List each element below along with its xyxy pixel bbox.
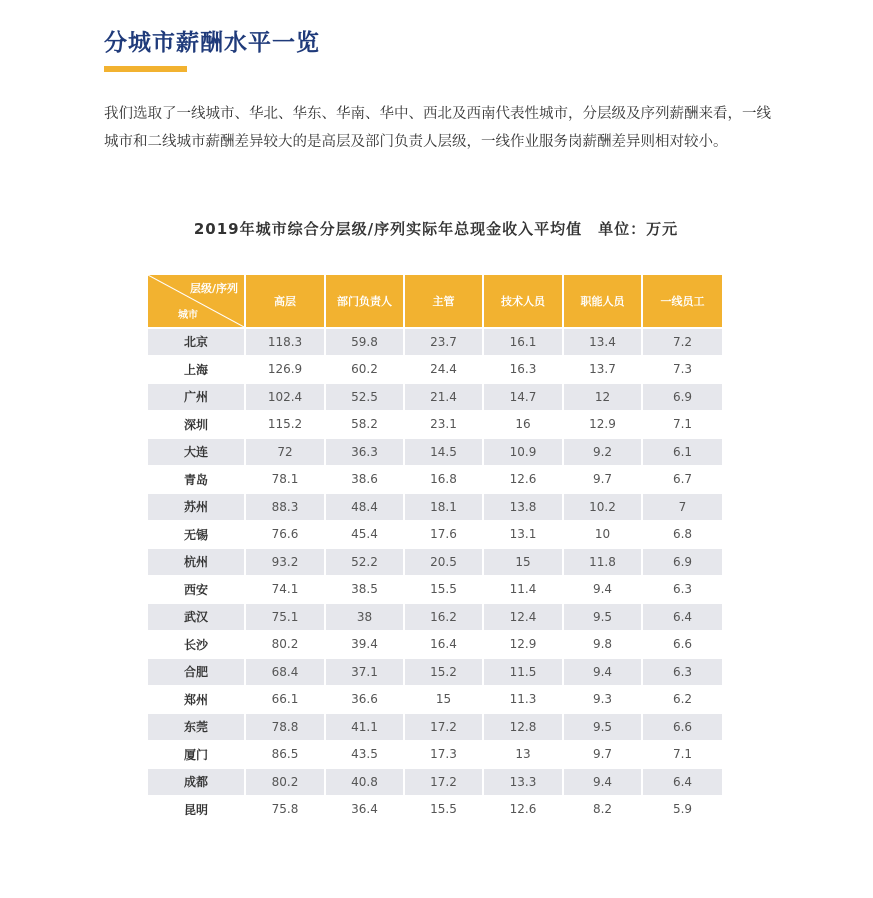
city-cell: 上海 bbox=[148, 356, 245, 384]
city-cell: 杭州 bbox=[148, 548, 245, 576]
value-cell: 6.3 bbox=[642, 658, 722, 686]
value-cell: 11.4 bbox=[483, 576, 563, 604]
city-cell: 合肥 bbox=[148, 658, 245, 686]
table-row bbox=[148, 686, 722, 714]
value-cell: 88.3 bbox=[245, 493, 325, 521]
value-cell: 15.5 bbox=[404, 576, 483, 604]
city-cell: 苏州 bbox=[148, 493, 245, 521]
value-cell: 6.6 bbox=[642, 631, 722, 659]
value-cell: 12.8 bbox=[483, 713, 563, 741]
value-cell: 52.2 bbox=[325, 548, 404, 576]
value-cell: 14.5 bbox=[404, 438, 483, 466]
value-cell: 9.7 bbox=[563, 741, 642, 769]
value-cell: 68.4 bbox=[245, 658, 325, 686]
value-cell: 17.3 bbox=[404, 741, 483, 769]
value-cell: 6.7 bbox=[642, 466, 722, 494]
city-cell: 无锡 bbox=[148, 521, 245, 549]
value-cell: 6.1 bbox=[642, 438, 722, 466]
value-cell: 13 bbox=[483, 741, 563, 769]
value-cell: 17.6 bbox=[404, 521, 483, 549]
value-cell: 102.4 bbox=[245, 383, 325, 411]
value-cell: 16.4 bbox=[404, 631, 483, 659]
value-cell: 6.9 bbox=[642, 548, 722, 576]
value-cell: 13.3 bbox=[483, 768, 563, 796]
city-cell: 大连 bbox=[148, 438, 245, 466]
value-cell: 37.1 bbox=[325, 658, 404, 686]
table-row bbox=[148, 603, 722, 631]
value-cell: 36.4 bbox=[325, 796, 404, 824]
table-row bbox=[148, 548, 722, 576]
value-cell: 6.9 bbox=[642, 383, 722, 411]
value-cell: 9.4 bbox=[563, 658, 642, 686]
value-cell: 24.4 bbox=[404, 356, 483, 384]
value-cell: 9.4 bbox=[563, 576, 642, 604]
corner-label-level: 层级/序列 bbox=[189, 282, 238, 295]
intro-paragraph: 我们选取了一线城市、华北、华东、华南、华中、西北及西南代表性城市，分层级及序列薪酬来看，一线城市和二线城市薪酬差异较大的是高层及部门负责人层级，一线作业服务岗薪酬差异则相对较小。 bbox=[104, 106, 771, 150]
value-cell: 9.5 bbox=[563, 713, 642, 741]
column-header: 一线员工 bbox=[642, 275, 722, 328]
table-row bbox=[148, 466, 722, 494]
value-cell: 6.2 bbox=[642, 686, 722, 714]
value-cell: 6.4 bbox=[642, 768, 722, 796]
value-cell: 23.1 bbox=[404, 411, 483, 439]
value-cell: 39.4 bbox=[325, 631, 404, 659]
city-cell: 北京 bbox=[148, 328, 245, 356]
city-cell: 长沙 bbox=[148, 631, 245, 659]
city-cell: 郑州 bbox=[148, 686, 245, 714]
section-title: 分城市薪酬水平一览 bbox=[104, 30, 320, 56]
table-row bbox=[148, 796, 722, 824]
city-cell: 青岛 bbox=[148, 466, 245, 494]
value-cell: 38.6 bbox=[325, 466, 404, 494]
value-cell: 10.2 bbox=[563, 493, 642, 521]
value-cell: 11.5 bbox=[483, 658, 563, 686]
value-cell: 5.9 bbox=[642, 796, 722, 824]
value-cell: 16.3 bbox=[483, 356, 563, 384]
value-cell: 7.2 bbox=[642, 328, 722, 356]
value-cell: 11.8 bbox=[563, 548, 642, 576]
column-header: 技术人员 bbox=[483, 275, 563, 328]
table-row bbox=[148, 713, 722, 741]
value-cell: 6.3 bbox=[642, 576, 722, 604]
table-row bbox=[148, 328, 722, 356]
corner-label-city: 城市 bbox=[178, 310, 198, 321]
value-cell: 16.1 bbox=[483, 328, 563, 356]
value-cell: 80.2 bbox=[245, 631, 325, 659]
value-cell: 75.1 bbox=[245, 603, 325, 631]
city-cell: 深圳 bbox=[148, 411, 245, 439]
table-row bbox=[148, 438, 722, 466]
value-cell: 16.8 bbox=[404, 466, 483, 494]
value-cell: 9.7 bbox=[563, 466, 642, 494]
value-cell: 6.4 bbox=[642, 603, 722, 631]
city-cell: 昆明 bbox=[148, 796, 245, 824]
value-cell: 13.8 bbox=[483, 493, 563, 521]
value-cell: 15.2 bbox=[404, 658, 483, 686]
value-cell: 80.2 bbox=[245, 768, 325, 796]
city-cell: 武汉 bbox=[148, 603, 245, 631]
value-cell: 93.2 bbox=[245, 548, 325, 576]
city-cell: 厦门 bbox=[148, 741, 245, 769]
value-cell: 15 bbox=[483, 548, 563, 576]
table-row bbox=[148, 521, 722, 549]
table-header-row bbox=[148, 275, 722, 328]
value-cell: 12 bbox=[563, 383, 642, 411]
city-cell: 西安 bbox=[148, 576, 245, 604]
value-cell: 60.2 bbox=[325, 356, 404, 384]
value-cell: 16 bbox=[483, 411, 563, 439]
value-cell: 9.2 bbox=[563, 438, 642, 466]
value-cell: 12.6 bbox=[483, 466, 563, 494]
value-cell: 58.2 bbox=[325, 411, 404, 439]
value-cell: 12.9 bbox=[563, 411, 642, 439]
value-cell: 14.7 bbox=[483, 383, 563, 411]
value-cell: 15 bbox=[404, 686, 483, 714]
city-cell: 广州 bbox=[148, 383, 245, 411]
value-cell: 7.1 bbox=[642, 741, 722, 769]
table-row bbox=[148, 658, 722, 686]
value-cell: 66.1 bbox=[245, 686, 325, 714]
value-cell: 13.1 bbox=[483, 521, 563, 549]
value-cell: 17.2 bbox=[404, 768, 483, 796]
value-cell: 10.9 bbox=[483, 438, 563, 466]
value-cell: 45.4 bbox=[325, 521, 404, 549]
column-header: 职能人员 bbox=[563, 275, 642, 328]
column-header: 部门负责人 bbox=[325, 275, 404, 328]
table-row bbox=[148, 356, 722, 384]
value-cell: 41.1 bbox=[325, 713, 404, 741]
table-row bbox=[148, 383, 722, 411]
table-row bbox=[148, 493, 722, 521]
value-cell: 9.4 bbox=[563, 768, 642, 796]
table-row bbox=[148, 576, 722, 604]
value-cell: 36.6 bbox=[325, 686, 404, 714]
value-cell: 43.5 bbox=[325, 741, 404, 769]
city-cell: 成都 bbox=[148, 768, 245, 796]
value-cell: 23.7 bbox=[404, 328, 483, 356]
value-cell: 12.4 bbox=[483, 603, 563, 631]
value-cell: 52.5 bbox=[325, 383, 404, 411]
value-cell: 11.3 bbox=[483, 686, 563, 714]
value-cell: 126.9 bbox=[245, 356, 325, 384]
value-cell: 13.4 bbox=[563, 328, 642, 356]
salary-table bbox=[148, 275, 722, 824]
value-cell: 76.6 bbox=[245, 521, 325, 549]
table-row bbox=[148, 631, 722, 659]
value-cell: 18.1 bbox=[404, 493, 483, 521]
value-cell: 8.2 bbox=[563, 796, 642, 824]
value-cell: 20.5 bbox=[404, 548, 483, 576]
value-cell: 40.8 bbox=[325, 768, 404, 796]
value-cell: 75.8 bbox=[245, 796, 325, 824]
column-header: 高层 bbox=[245, 275, 325, 328]
value-cell: 12.9 bbox=[483, 631, 563, 659]
value-cell: 7.3 bbox=[642, 356, 722, 384]
value-cell: 48.4 bbox=[325, 493, 404, 521]
value-cell: 74.1 bbox=[245, 576, 325, 604]
value-cell: 17.2 bbox=[404, 713, 483, 741]
corner-header-cell bbox=[148, 275, 245, 328]
value-cell: 38.5 bbox=[325, 576, 404, 604]
table-row bbox=[148, 411, 722, 439]
value-cell: 7 bbox=[642, 493, 722, 521]
value-cell: 7.1 bbox=[642, 411, 722, 439]
value-cell: 115.2 bbox=[245, 411, 325, 439]
title-underline bbox=[104, 66, 187, 72]
value-cell: 6.6 bbox=[642, 713, 722, 741]
table-caption: 2019年城市综合分层级/序列实际年总现金收入平均值 单位：万元 bbox=[193, 220, 679, 238]
value-cell: 86.5 bbox=[245, 741, 325, 769]
city-cell: 东莞 bbox=[148, 713, 245, 741]
value-cell: 38 bbox=[325, 603, 404, 631]
value-cell: 36.3 bbox=[325, 438, 404, 466]
value-cell: 12.6 bbox=[483, 796, 563, 824]
value-cell: 78.8 bbox=[245, 713, 325, 741]
value-cell: 21.4 bbox=[404, 383, 483, 411]
table-row bbox=[148, 741, 722, 769]
value-cell: 6.8 bbox=[642, 521, 722, 549]
value-cell: 9.5 bbox=[563, 603, 642, 631]
value-cell: 15.5 bbox=[404, 796, 483, 824]
value-cell: 10 bbox=[563, 521, 642, 549]
table-row bbox=[148, 768, 722, 796]
value-cell: 118.3 bbox=[245, 328, 325, 356]
value-cell: 72 bbox=[245, 438, 325, 466]
value-cell: 59.8 bbox=[325, 328, 404, 356]
column-header: 主管 bbox=[404, 275, 483, 328]
value-cell: 78.1 bbox=[245, 466, 325, 494]
value-cell: 9.3 bbox=[563, 686, 642, 714]
value-cell: 9.8 bbox=[563, 631, 642, 659]
value-cell: 13.7 bbox=[563, 356, 642, 384]
value-cell: 16.2 bbox=[404, 603, 483, 631]
